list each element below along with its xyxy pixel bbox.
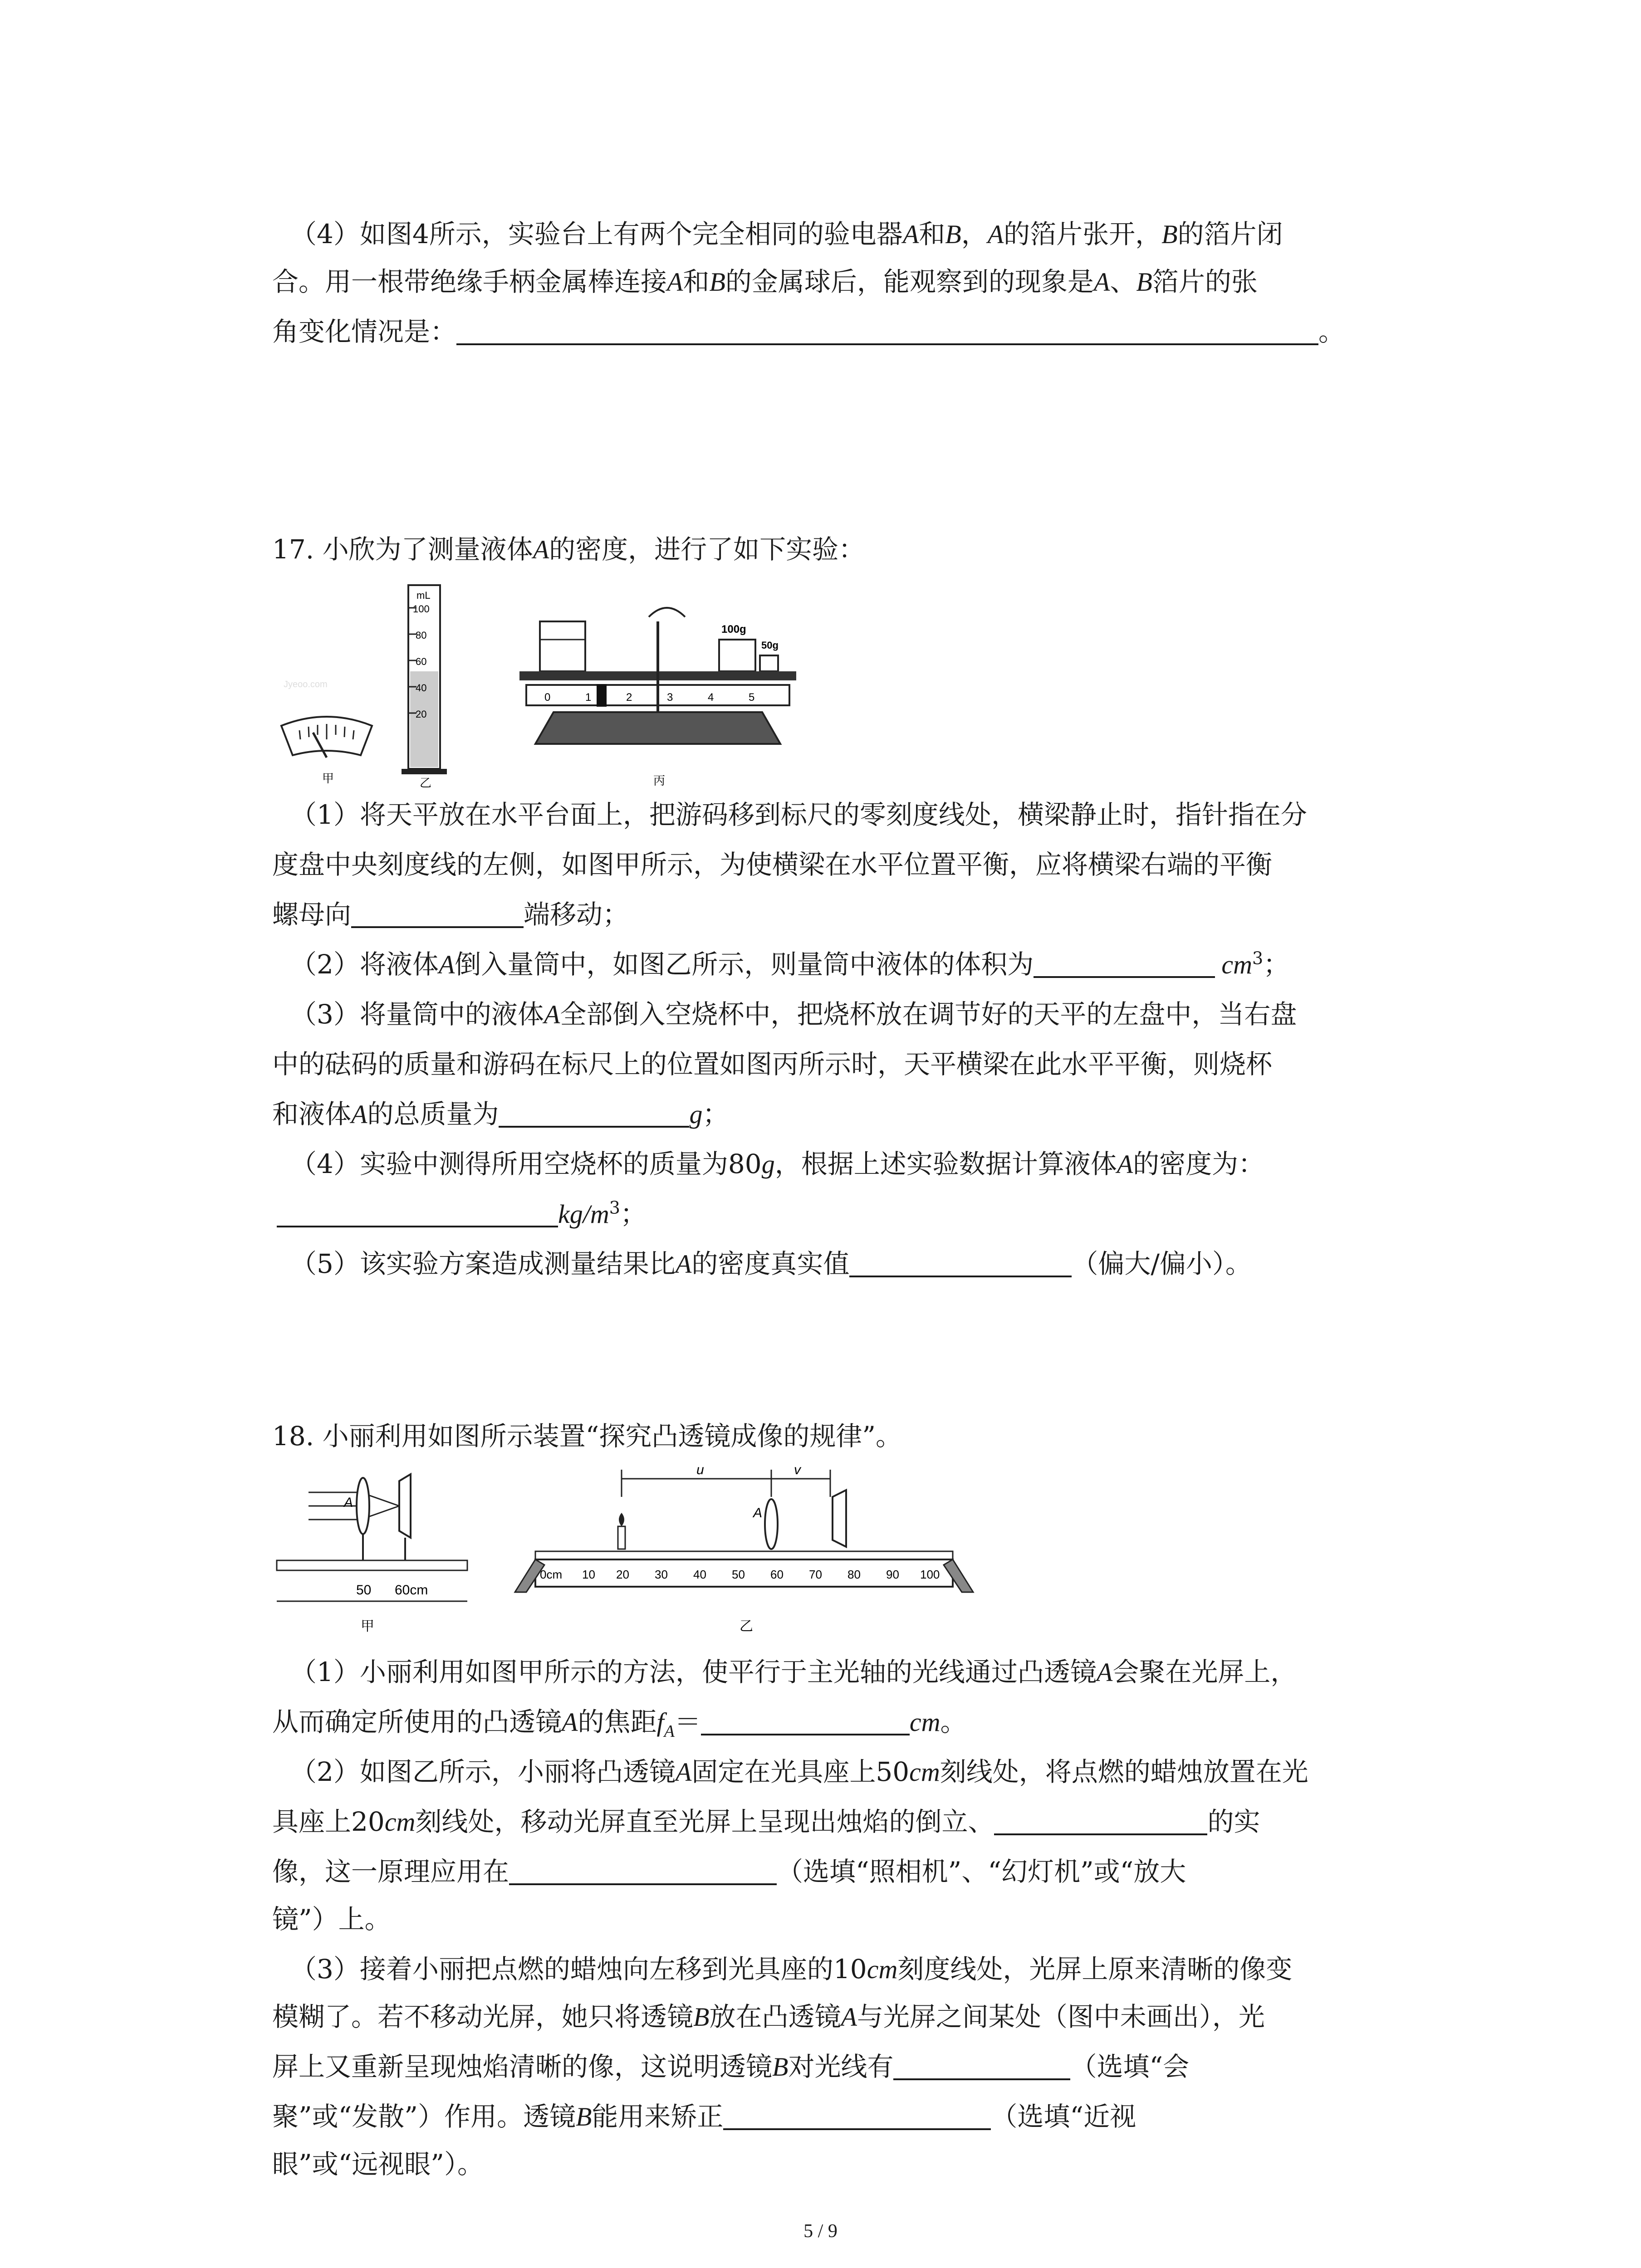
q17-1-line3: 螺母向 端移动； (272, 899, 629, 930)
q16-4-line1: （4）如图4所示，实验台上有两个完全相同的验电器A和B，A的箔片张开，B的箔片闭 (290, 219, 1283, 249)
answer-blank-17-4[interactable] (277, 1198, 558, 1227)
answer-blank-17-1[interactable] (351, 899, 524, 928)
q18-3-line5: 眼”或“远视眼”）。 (272, 2149, 484, 2180)
balance-pointer-scale (281, 717, 372, 785)
svg-text:A: A (344, 1495, 353, 1510)
svg-text:丙: 丙 (653, 774, 666, 787)
svg-text:A: A (753, 1505, 763, 1520)
answer-blank-18-2a[interactable] (994, 1806, 1207, 1835)
q18-3-line2: 模糊了。若不移动光屏，她只将透镜B放在凸透镜A与光屏之间某处（图中未画出），光 (272, 2001, 1265, 2032)
q18-3-line3: 屏上又重新呈现烛焰清晰的像，这说明透镜B对光线有 （选填“会 (272, 2051, 1190, 2082)
q16-4-line3: 角变化情况是： 。 (272, 316, 1345, 347)
focal-length-setup (277, 1474, 467, 1634)
svg-text:Jyeoo.com: Jyeoo.com (284, 679, 328, 689)
q17-figure (272, 576, 953, 789)
q18-2-line3: 像，这一原理应用在 （选填“照相机”、“幻灯机”或“放大 (272, 1856, 1186, 1887)
optical-bench (515, 1462, 973, 1634)
graduated-cylinder (402, 585, 447, 789)
svg-text:乙: 乙 (740, 1619, 753, 1634)
svg-text:甲: 甲 (322, 772, 334, 785)
svg-text:80: 80 (847, 1568, 861, 1581)
svg-text:u: u (696, 1462, 704, 1477)
q17-4-line2: $kg/m^3$； (277, 1198, 647, 1231)
q18-2-line4: 镜”）上。 (272, 1904, 391, 1935)
answer-blank-18-1[interactable] (701, 1706, 910, 1735)
svg-text:10: 10 (582, 1568, 595, 1581)
q17-4-line1: （4）实验中测得所用空烧杯的质量为80g，根据上述实验数据计算液体A的密度为： (290, 1149, 1265, 1179)
q17-1-line2: 度盘中央刻度线的左侧，如图甲所示，为使横梁在水平位置平衡，应将横梁右端的平衡 (272, 849, 1273, 880)
svg-text:100: 100 (920, 1568, 940, 1581)
answer-blank-18-3a[interactable] (893, 2051, 1070, 2080)
svg-text:60: 60 (770, 1568, 784, 1581)
answer-blank-18-2b[interactable] (509, 1856, 777, 1885)
q18-figure (272, 1456, 1007, 1647)
q18-title: 18. 小丽利用如图所示装置“探究凸透镜成像的规律”。 (272, 1421, 902, 1452)
q17-3-line1: （3）将量筒中的液体A全部倒入空烧杯中，把烧杯放在调节好的天平的左盘中，当右盘 (290, 999, 1297, 1030)
svg-text:30: 30 (655, 1568, 668, 1581)
svg-text:70: 70 (809, 1568, 822, 1581)
svg-text:90: 90 (886, 1568, 899, 1581)
svg-text:50g: 50g (761, 640, 779, 651)
svg-text:2: 2 (626, 691, 632, 704)
svg-text:20: 20 (416, 709, 427, 720)
svg-text:0: 0 (544, 691, 551, 704)
svg-text:0cm: 0cm (540, 1568, 563, 1581)
answer-blank-17-3[interactable] (499, 1099, 689, 1128)
balance (519, 608, 796, 787)
q18-2-line2: 具座上20cm刻线处，移动光屏直至光屏上呈现出烛焰的倒立、 的实 (272, 1806, 1260, 1837)
q17-5-line: （5）该实验方案造成测量结果比A的密度真实值 （偏大/偏小）。 (290, 1248, 1252, 1279)
answer-blank-17-2[interactable] (1034, 949, 1215, 978)
svg-text:5: 5 (749, 691, 755, 704)
q17-1-line1: （1）将天平放在水平台面上，把游码移到标尺的零刻度线处，横梁静止时，指针指在分 (290, 799, 1307, 830)
answer-blank-17-5[interactable] (849, 1248, 1072, 1277)
svg-text:40: 40 (693, 1568, 706, 1581)
svg-text:v: v (794, 1462, 801, 1477)
q17-title: 17. 小欣为了测量液体A的密度，进行了如下实验： (272, 534, 865, 565)
svg-text:乙: 乙 (420, 776, 432, 789)
q18-3-line1: （3）接着小丽把点燃的蜡烛向左移到光具座的10cm刻度线处，光屏上原来清晰的像变 (290, 1954, 1293, 1984)
svg-text:100g: 100g (721, 623, 746, 635)
svg-text:1: 1 (585, 691, 592, 704)
svg-text:3: 3 (667, 691, 673, 704)
q17-3-line3: 和液体A的总质量为 g； (272, 1099, 729, 1129)
answer-blank-16-4[interactable] (456, 316, 1318, 345)
q16-4-line2: 合。用一根带绝缘手柄金属棒连接A和B的金属球后，能观察到的现象是A、B箔片的张 (272, 266, 1258, 297)
q17-3-line2: 中的砝码的质量和游码在标尺上的位置如图丙所示时，天平横梁在此水平平衡，则烧杯 (272, 1049, 1273, 1080)
svg-text:mL: mL (416, 590, 431, 601)
svg-text:甲: 甲 (361, 1619, 374, 1634)
svg-text:50: 50 (732, 1568, 745, 1581)
svg-text:100: 100 (413, 603, 430, 615)
svg-text:40: 40 (416, 682, 427, 694)
page-number: 5 / 9 (803, 2221, 838, 2242)
svg-text:20: 20 (616, 1568, 629, 1581)
q18-1-line2: 从而确定所使用的凸透镜A的焦距$f_A=$ cm。 (272, 1706, 967, 1741)
svg-text:60cm: 60cm (395, 1583, 428, 1598)
q18-3-line4: 聚”或“发散”）作用。透镜B能用来矫正 （选填“近视 (272, 2101, 1136, 2132)
svg-text:4: 4 (708, 691, 714, 704)
svg-text:60: 60 (416, 656, 427, 667)
answer-blank-18-3b[interactable] (723, 2101, 991, 2130)
svg-text:80: 80 (416, 630, 427, 641)
svg-text:50: 50 (356, 1583, 372, 1598)
q17-2-line: （2）将液体A倒入量筒中，如图乙所示，则量筒中液体的体积为 $cm^3$； (290, 948, 1290, 980)
q18-1-line1: （1）小丽利用如图甲所示的方法，使平行于主光轴的光线通过凸透镜A会聚在光屏上， (290, 1657, 1297, 1687)
q18-2-line1: （2）如图乙所示，小丽将凸透镜A固定在光具座上50cm刻线处，将点燃的蜡烛放置在光 (290, 1756, 1308, 1787)
